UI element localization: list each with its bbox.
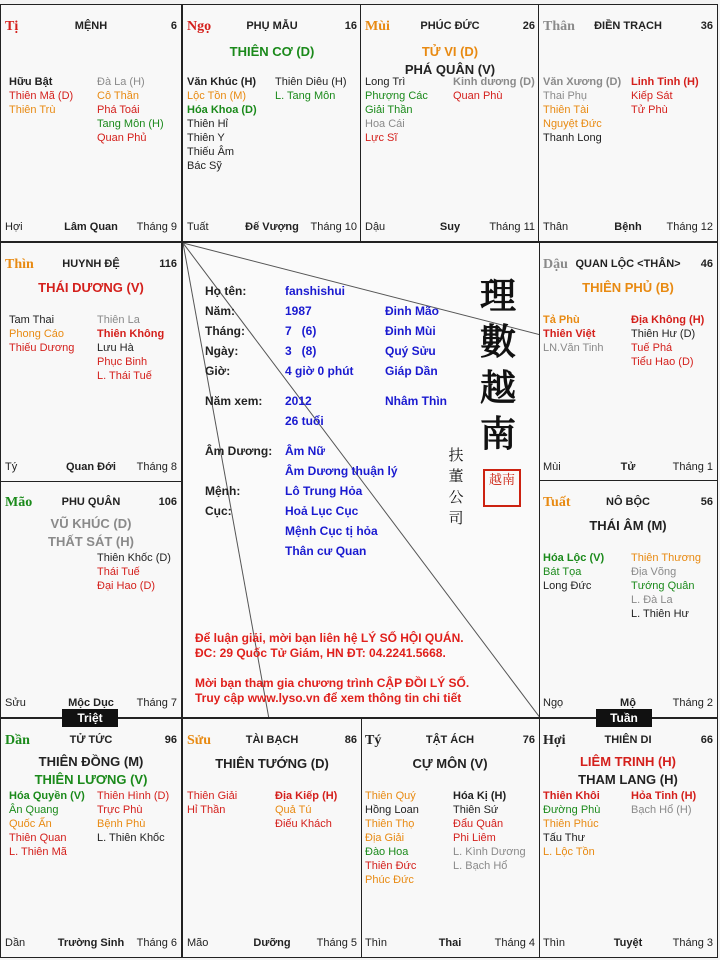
minor-star: L. Thiên Hư: [631, 608, 689, 620]
minor-star: Tam Thai: [9, 314, 55, 326]
footer-right: Tháng 8: [136, 461, 177, 473]
footer-left: Tuất: [187, 221, 209, 233]
birth-value: fanshishui: [285, 284, 346, 298]
minor-star: Hóa Lộc (V): [543, 552, 605, 564]
minor-stars-left: [9, 789, 85, 859]
minor-star: Địa Giải: [365, 832, 405, 844]
footer-right: Tháng 10: [310, 221, 357, 233]
palace-huynh-[interactable]: [0, 242, 182, 482]
minor-star: Hóa Kị (H): [453, 790, 507, 802]
palace-phu-qu-n[interactable]: [0, 480, 182, 718]
minor-star: Thiên Khốc (D): [97, 552, 171, 564]
minor-star: Văn Khúc (H): [187, 76, 257, 88]
palace-branch: Tuất: [543, 495, 571, 510]
birth-value: 3 (8): [285, 344, 317, 358]
palace-name: HUYNH ĐỆ: [62, 258, 120, 270]
minor-star: Tả Phù: [543, 314, 580, 326]
minor-star: Thiên Phúc: [543, 818, 599, 830]
palace-t-i-b-ch[interactable]: [182, 718, 362, 958]
minor-star: Cô Thần: [97, 90, 139, 102]
palace-footer: [5, 461, 177, 475]
minor-star: Linh Tinh (H): [631, 76, 699, 88]
tuoi-value: 26 tuổi: [285, 414, 324, 428]
palace-footer: [365, 221, 535, 235]
minor-stars-right: [631, 789, 696, 817]
minor-star: Hỉ Thần: [187, 804, 226, 816]
footer-left: Sửu: [5, 697, 26, 709]
minor-star: Đà La (H): [97, 76, 145, 88]
minor-star: Bát Tọa: [543, 566, 582, 578]
palace-header: [543, 257, 713, 273]
minor-stars-right: [631, 313, 704, 369]
palace-t-t-c[interactable]: [0, 718, 182, 958]
nam-xem-can: Nhâm Thìn: [385, 394, 447, 408]
minor-star: Thiên Thương: [631, 552, 702, 564]
palace-thi-n-di[interactable]: [538, 718, 718, 958]
minor-stars-left: [187, 75, 257, 173]
birth-can-chi: Giáp Dần: [385, 364, 438, 378]
minor-stars-left: [543, 551, 604, 593]
minor-star: Nguyệt Đức: [543, 118, 602, 130]
main-star: THÁI DƯƠNG (V): [38, 280, 144, 295]
minor-star: Quả Tú: [275, 804, 312, 816]
minor-star: Thiên Quý: [365, 790, 416, 802]
minor-stars-right: [275, 789, 337, 831]
cuc-value-2: Mệnh Cục tị hỏa: [285, 524, 378, 538]
birth-label: Ngày:: [205, 344, 239, 358]
palace-footer: [543, 221, 713, 235]
minor-star: Thanh Long: [543, 132, 602, 144]
minor-stars-right: [453, 789, 526, 873]
minor-star: Hóa Quyền (V): [9, 790, 85, 802]
main-star: THIÊN TƯỚNG (D): [215, 756, 329, 771]
red-seal-stamp: 越南: [483, 469, 521, 507]
palace-header: [543, 495, 713, 511]
palace-header: [5, 733, 177, 749]
minor-star: Phi Liêm: [453, 832, 496, 844]
palace-branch: Ngọ: [187, 19, 212, 34]
minor-stars-right: [97, 551, 171, 593]
footer-left: Mão: [187, 937, 209, 949]
footer-center: Thai: [438, 937, 462, 949]
palace-footer: [187, 221, 357, 235]
minor-star: Đẩu Quân: [453, 818, 504, 830]
footer-center: Bệnh: [614, 221, 642, 233]
cuc-label: Cục:: [205, 504, 232, 518]
triet-badge: Triệt: [62, 709, 118, 727]
footer-left: Thân: [543, 221, 569, 233]
menh-label: Mệnh:: [205, 484, 241, 498]
menh-value: Lô Trung Hỏa: [285, 484, 363, 498]
am-duong-value: Âm Nữ: [285, 444, 326, 458]
palace-branch: Mùi: [365, 19, 390, 34]
palace-quan-l-c-th-n-[interactable]: [538, 242, 718, 482]
minor-star: Phúc Đức: [365, 874, 414, 886]
minor-star: L. Tang Môn: [275, 90, 336, 102]
nam-xem-label: Năm xem:: [205, 394, 263, 408]
palace--i-n-tr-ch[interactable]: [538, 4, 718, 242]
palace-age: 36: [700, 20, 713, 32]
footer-right: Tháng 4: [494, 937, 535, 949]
tuan-badge: Tuần: [596, 709, 652, 727]
palace-branch: Hợi: [543, 733, 566, 748]
minor-star: Phượng Các: [365, 90, 428, 102]
minor-star: Phong Cáo: [9, 328, 65, 340]
minor-star: Tiểu Hao (D): [631, 356, 694, 368]
minor-star: Thiên Trù: [9, 104, 56, 116]
footer-center: Tử: [620, 461, 636, 473]
palace-age: 66: [700, 734, 713, 746]
palace-footer: [543, 937, 713, 951]
palace-age: 76: [522, 734, 535, 746]
minor-star: L. Kình Dương: [453, 846, 526, 858]
birth-label: Giờ:: [205, 364, 231, 378]
palace-footer: [543, 461, 713, 475]
minor-star: Hữu Bật: [9, 76, 53, 88]
minor-star: Thiên Y: [187, 132, 225, 144]
minor-star: L. Thiên Khốc: [97, 832, 165, 844]
am-duong-label: Âm Dương:: [205, 444, 273, 458]
minor-star: Tuế Phá: [631, 342, 673, 354]
am-duong-value-2: Âm Dương thuận lý: [285, 464, 398, 478]
minor-star: Quan Phù: [453, 90, 503, 102]
footer-left: Thìn: [365, 937, 388, 949]
minor-star: Đại Hao (D): [97, 580, 156, 592]
palace-name: PHU QUÂN: [61, 496, 121, 508]
minor-star: Trực Phù: [97, 804, 143, 816]
palace-n-b-c[interactable]: [538, 480, 718, 718]
minor-star: Bệnh Phù: [97, 818, 146, 830]
palace-branch: Mão: [5, 495, 33, 510]
footer-right: Tháng 9: [136, 221, 177, 233]
footer-right: Tháng 2: [672, 697, 713, 709]
palace-branch: Dần: [5, 733, 30, 748]
nam-xem-value: 2012: [285, 394, 312, 408]
main-star: THIÊN ĐỒNG (M): [38, 754, 144, 769]
minor-star: L. Đà La: [631, 594, 673, 606]
minor-stars-left: [365, 75, 428, 145]
palace-header: [5, 495, 177, 511]
minor-star: Thiên Đức: [365, 860, 417, 872]
minor-star: Tấu Thư: [543, 832, 586, 844]
palace-footer: [187, 937, 357, 951]
palace-age: 86: [344, 734, 357, 746]
footer-left: Dậu: [365, 221, 386, 233]
palace-age: 96: [164, 734, 177, 746]
minor-star: Thiếu Âm: [187, 146, 235, 158]
center-info-panel: [182, 242, 540, 718]
minor-star: Long Đức: [543, 580, 592, 592]
footer-right: Tháng 5: [316, 937, 357, 949]
notice-line-3: Mời bạn tham gia chương trình CẬP ĐỒI LÝ SỐ.: [195, 676, 470, 690]
minor-star: Thiên Diêu (H): [275, 76, 347, 88]
main-star: LIÊM TRINH (H): [579, 754, 677, 769]
palace-footer: [365, 937, 535, 951]
main-star: TỬ VI (D): [421, 44, 479, 59]
minor-star: Quốc Ấn: [9, 818, 52, 830]
minor-stars-left: [543, 789, 600, 859]
minor-stars-left: [9, 313, 74, 355]
main-star: THIÊN LƯƠNG (V): [34, 772, 148, 787]
palace-name: PHỤ MẪU: [246, 20, 298, 32]
footer-center: Quan Đới: [66, 461, 116, 473]
minor-star: Hóa Khoa (D): [187, 104, 257, 116]
palace-header: [5, 257, 177, 273]
minor-star: Đào Hoa: [365, 846, 409, 858]
palace-header: [187, 19, 357, 35]
palace-branch: Dậu: [543, 257, 568, 272]
view-year-info: [205, 391, 505, 431]
minor-star: Phá Toái: [97, 104, 140, 116]
main-star: THIÊN CƠ (D): [229, 44, 315, 59]
birth-value: 1987: [285, 304, 312, 318]
minor-star: Tướng Quân: [631, 580, 695, 592]
minor-star: Hồng Loan: [365, 804, 419, 816]
minor-star: Ân Quang: [9, 804, 59, 816]
birth-can-chi: Đinh Mùi: [385, 324, 436, 338]
minor-star: Thiên Thọ: [365, 818, 415, 830]
minor-star: Thiên Khôi: [543, 790, 600, 802]
birth-label: Họ tên:: [205, 284, 247, 298]
footer-center: Tuyệt: [613, 937, 643, 949]
footer-right: Tháng 7: [136, 697, 177, 709]
minor-star: Thiên Hình (D): [97, 790, 170, 802]
palace-age: 6: [170, 20, 177, 32]
minor-star: Thiên Hư (D): [631, 328, 696, 340]
birth-value: 4 giờ 0 phút: [285, 364, 354, 378]
palace-name: THIÊN DI: [604, 734, 652, 746]
minor-stars-left: [187, 789, 237, 817]
minor-star: Bác Sỹ: [187, 160, 222, 172]
footer-right: Tháng 6: [136, 937, 177, 949]
minor-stars-left: [543, 313, 604, 355]
notice-line-1: Để luận giải, mời bạn liên hệ LÝ SỐ HỘI QUÁN.: [195, 631, 464, 645]
palace-age: 46: [700, 258, 713, 270]
palace-name: NÔ BỘC: [606, 496, 650, 508]
minor-star: Thiên Tài: [543, 104, 589, 116]
minor-star: Phục Binh: [97, 356, 148, 368]
minor-stars-right: [453, 75, 535, 103]
palace-footer: [5, 937, 177, 951]
minor-star: Thiên Giải: [187, 790, 238, 802]
footer-center: Đế Vượng: [245, 221, 299, 233]
footer-center: Mộc Dục: [68, 697, 114, 709]
palace-ph-m-u[interactable]: [182, 4, 362, 242]
palace-branch: Tị: [5, 19, 19, 34]
minor-stars-right: [631, 551, 701, 621]
minor-star: Thái Tuế: [97, 566, 140, 578]
footer-center: Trường Sinh: [57, 937, 125, 949]
palace-name: TÀI BẠCH: [245, 734, 299, 746]
minor-star: Quan Phủ: [97, 132, 147, 144]
main-star: THAM LANG (H): [578, 772, 678, 787]
minor-stars-right: [631, 75, 699, 117]
minor-star: Thiếu Dương: [9, 342, 75, 354]
palace-branch: Thìn: [5, 257, 34, 272]
minor-star: LN.Văn Tinh: [543, 342, 604, 354]
footer-left: Tý: [5, 461, 18, 473]
footer-right: Tháng 12: [666, 221, 713, 233]
minor-star: Thiên Không: [97, 328, 165, 340]
palace-name: PHÚC ĐỨC: [420, 20, 480, 32]
minor-star: Đường Phù: [543, 804, 601, 816]
palace-name: QUAN LỘC <THÂN>: [575, 258, 681, 270]
minor-star: Văn Xương (D): [543, 76, 622, 88]
cuc-value-3: Thân cư Quan: [285, 544, 367, 558]
palace-m-nh[interactable]: [0, 4, 182, 242]
minor-stars-left: [543, 75, 621, 145]
minor-star: Kiếp Sát: [631, 90, 673, 102]
palace-ph-c-c[interactable]: [360, 4, 540, 242]
palace-header: [5, 19, 177, 35]
palace-footer: [5, 221, 177, 235]
footer-left: Hợi: [5, 221, 23, 233]
minor-star: Tang Môn (H): [97, 118, 164, 130]
minor-star: Tử Phù: [631, 104, 668, 116]
minor-star: Lộc Tồn (M): [187, 90, 247, 102]
palace-header: [543, 19, 713, 35]
palace-age: 116: [159, 258, 177, 270]
main-star: PHÁ QUÂN (V): [404, 62, 496, 77]
palace-header: [365, 733, 535, 749]
birth-value: 7 (6): [285, 324, 317, 338]
palace-t-t-ch[interactable]: [360, 718, 540, 958]
minor-star: Địa Võng: [631, 566, 677, 578]
cuc-value: Hoả Lục Cục: [285, 504, 359, 518]
palace-header: [365, 19, 535, 35]
palace-header: [543, 733, 713, 749]
minor-stars-right: [97, 789, 169, 845]
palace-name: MỆNH: [74, 20, 108, 32]
minor-star: Thiên Hỉ: [187, 118, 228, 130]
minor-star: Địa Kiếp (H): [275, 790, 338, 802]
palace-age: 16: [344, 20, 357, 32]
minor-star: Hỏa Tinh (H): [631, 790, 697, 802]
footer-right: Tháng 11: [489, 221, 535, 233]
palace-name: TẬT ÁCH: [425, 734, 475, 746]
birth-can-chi: Đinh Mão: [385, 304, 439, 318]
minor-star: Địa Không (H): [631, 314, 705, 326]
calligraphy-small: 扶 董 公 司: [448, 446, 464, 527]
birth-can-chi: Quý Sửu: [385, 344, 436, 358]
minor-star: Long Trì: [365, 76, 406, 88]
minor-star: Thiên Mã (D): [9, 90, 74, 102]
minor-star: Thiên Sứ: [453, 804, 499, 816]
footer-center: Suy: [439, 221, 461, 233]
palace-age: 26: [522, 20, 535, 32]
main-star: VŨ KHÚC (D): [50, 516, 132, 531]
minor-stars-left: [365, 789, 419, 887]
minor-star: Bạch Hổ (H): [631, 804, 692, 816]
minor-star: L. Thiên Mã: [9, 846, 67, 858]
palace-age: 56: [700, 496, 713, 508]
notice-line-4[interactable]: Truy cập www.lyso.vn để xem thông tin chi tiết: [195, 691, 462, 705]
birth-label: Tháng:: [205, 324, 245, 338]
main-star: THẤT SÁT (H): [48, 534, 134, 549]
palace-branch: Thân: [543, 19, 575, 34]
calligraphy-title: 理 數 越 南: [479, 275, 516, 455]
footer-left: Mùi: [543, 461, 561, 473]
palace-branch: Tý: [365, 733, 382, 748]
footer-right: Tháng 1: [672, 461, 713, 473]
footer-left: Thìn: [543, 937, 566, 949]
footer-left: Dần: [5, 937, 26, 949]
minor-star: L. Thái Tuế: [97, 370, 152, 382]
palace-name: ĐIỀN TRẠCH: [594, 20, 662, 32]
footer-center: Mộ: [620, 697, 636, 709]
minor-star: Điếu Khách: [275, 818, 332, 830]
minor-star: Lực Sĩ: [365, 132, 398, 144]
minor-star: Hoa Cái: [365, 118, 405, 130]
minor-stars-left: [9, 75, 73, 117]
minor-star: Thiên La: [97, 314, 140, 326]
footer-center: Lâm Quan: [64, 221, 118, 233]
notice-line-2: ĐC: 29 Quốc Tử Giám, HN ĐT: 04.2241.5668.: [195, 646, 446, 660]
minor-stars-right: [97, 75, 164, 145]
minor-star: Thiên Việt: [543, 328, 596, 340]
minor-star: Giải Thần: [365, 104, 413, 116]
minor-star: Kinh dương (D): [453, 76, 535, 88]
palace-branch: Sửu: [187, 733, 211, 748]
birth-label: Năm:: [205, 304, 236, 318]
main-star: THÁI ÂM (M): [589, 518, 667, 533]
main-star: CỰ MÔN (V): [412, 756, 488, 771]
palace-header: [187, 733, 357, 749]
palace-age: 106: [158, 496, 177, 508]
minor-star: Thiên Quan: [9, 832, 67, 844]
main-star: THIÊN PHỦ (B): [582, 280, 674, 295]
minor-stars-right: [275, 75, 347, 103]
footer-left: Ngọ: [543, 697, 564, 709]
palace-name: TỬ TỨC: [69, 734, 113, 746]
footer-right: Tháng 3: [672, 937, 713, 949]
minor-stars-right: [97, 313, 164, 383]
minor-star: Lưu Hà: [97, 342, 134, 354]
minor-star: L. Bạch Hổ: [453, 860, 508, 872]
minor-star: L. Lộc Tồn: [543, 846, 595, 858]
minor-star: Thai Phụ: [543, 90, 588, 102]
footer-center: Dưỡng: [253, 937, 291, 949]
